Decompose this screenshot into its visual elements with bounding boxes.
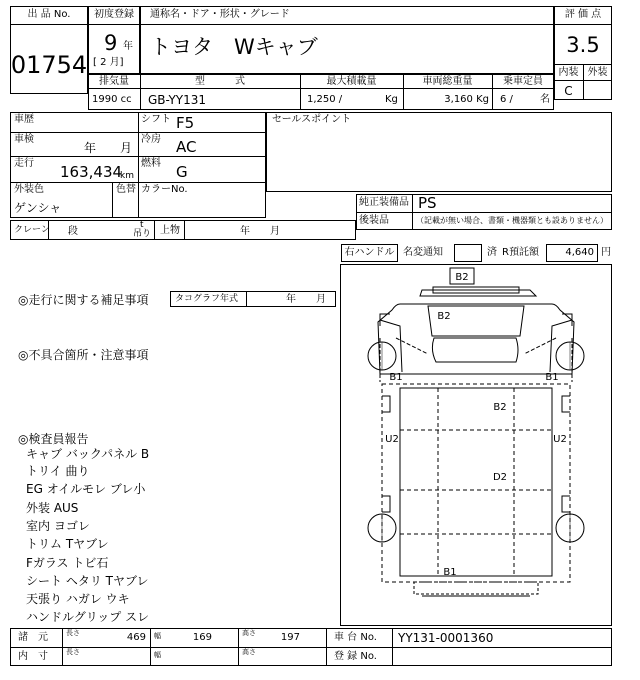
dims-label: 諸 元 [18, 632, 48, 643]
exterior-color: ゲンシャ [14, 201, 62, 215]
upper-label: 上物 [160, 225, 180, 236]
recycle-unit: 円 [601, 247, 611, 258]
damage-mark: B1 [545, 372, 559, 383]
crane-ton: t [140, 220, 144, 230]
fuel-label: 燃料 [141, 158, 161, 169]
lot-number: 01754 [10, 51, 88, 79]
mileage-label: 走行 [14, 158, 34, 169]
car-name-label: 通称名・ドア・形状・グレード [150, 9, 290, 20]
max-load-unit: Kg [385, 94, 398, 105]
damage-mark: U2 [385, 434, 399, 445]
gross-weight-label: 車両総重量 [422, 76, 473, 87]
damage-mark: B1 [443, 567, 457, 578]
car-name: トヨタ Wキャブ [150, 35, 318, 59]
tachograph-label: タコグラフ年式 [175, 294, 239, 304]
list-item: ハンドルグリップ スレ [26, 610, 150, 624]
reg-year-unit: 年 [123, 41, 133, 52]
list-item: トリイ 曲り [26, 464, 90, 478]
ac: AC [176, 138, 197, 156]
inspection-label: 車検 [14, 134, 34, 145]
name-change-label: 名変通知 [403, 247, 443, 258]
shift: F5 [176, 114, 195, 132]
crane-stage: 段 [68, 226, 78, 237]
shift-label: シフト [141, 114, 171, 125]
width: 169 [192, 632, 212, 643]
list-item: 外装 AUS [26, 501, 79, 515]
right-hand: 右ハンドル [344, 247, 395, 258]
gross-weight: 3,160 Kg [444, 94, 489, 105]
inspection-value: 年 月 [84, 141, 133, 155]
damage-mark: B2 [493, 402, 507, 413]
list-item: キャブ バックパネル B [26, 447, 150, 461]
upper-value: 年 月 [240, 226, 280, 237]
max-load: 1,250 / [307, 94, 343, 105]
capacity: 6 / [500, 94, 513, 105]
lot-label: 出 品 No. [27, 9, 71, 20]
genuine-equipment: PS [418, 194, 437, 212]
max-load-label: 最大積載量 [326, 76, 377, 87]
width-label: 幅 [154, 632, 161, 640]
defects-label: ◎不具合箇所・注意事項 [18, 348, 149, 362]
height-label: 高さ [242, 629, 256, 637]
length: 469 [126, 632, 146, 643]
list-item: 室内 ヨゴレ [26, 519, 90, 533]
grade-label: 評 価 点 [564, 9, 602, 20]
first-reg-label: 初度登録 [94, 9, 134, 20]
model: GB-YY131 [148, 93, 207, 107]
ac-label: 冷房 [141, 134, 161, 145]
name-change-field [454, 244, 482, 262]
color-no-label: カラーNo. [141, 184, 188, 195]
height: 197 [280, 632, 300, 643]
damage-mark: U2 [553, 434, 567, 445]
recycle-label: R預託額 [502, 247, 539, 258]
exterior-label: 外装 [587, 67, 608, 78]
list-item: シート ヘタリ Tヤブレ [26, 574, 149, 588]
list-item: トリム Tヤブレ [26, 537, 109, 551]
damage-mark: D2 [492, 472, 508, 483]
interior-label: 内装 [558, 67, 579, 78]
aftermarket-label: 後装品 [359, 215, 389, 226]
crane-label: クレーン [14, 225, 50, 235]
aftermarket-note: （記載が無い場合、書類・機器類とも設ありません） [416, 216, 608, 225]
chassis-label: 車 台 No. [334, 632, 377, 643]
inner-width-label: 幅 [154, 651, 161, 659]
exterior-color-label: 外装色 [14, 184, 44, 195]
genuine-label: 純正装備品 [359, 197, 409, 208]
displacement-label: 排気量 [99, 76, 129, 87]
tachograph-value: 年 月 [286, 294, 326, 305]
list-item: Fガラス トビ石 [26, 556, 109, 570]
list-item: 天張り ハガレ ウキ [26, 592, 130, 606]
mileage: 163,434 [60, 163, 123, 181]
inner-length-label: 長さ [66, 648, 80, 656]
interior-grade: C [564, 84, 573, 98]
inner-height-label: 高さ [242, 648, 256, 656]
mileage-unit: km [120, 171, 134, 181]
crane-box [10, 220, 356, 240]
sales-points-label: セールスポイント [272, 114, 352, 125]
reg-year: 9 [104, 31, 118, 55]
recycle-mark: 済 [487, 247, 497, 258]
recycle-amount: 4,640 [565, 247, 594, 258]
crane-hang: 吊り [133, 229, 152, 239]
capacity-unit: 名 [540, 94, 550, 105]
damage-mark: B1 [389, 372, 403, 383]
inspector-report-label: ◎検査員報告 [18, 432, 89, 446]
length-label: 長さ [66, 629, 80, 637]
damage-mark: B2 [437, 311, 451, 322]
overall-grade: 3.5 [566, 33, 600, 57]
damage-mark: B2 [455, 272, 469, 283]
history-label: 車歴 [14, 114, 34, 125]
vehicle-damage-diagram [340, 264, 612, 626]
list-item: EG オイルモレ ブレ小 [26, 482, 146, 496]
chassis-number: YY131-0001360 [398, 631, 494, 645]
displacement: 1990 cc [92, 94, 132, 105]
capacity-label: 乗車定員 [503, 76, 543, 87]
registration-label: 登 録 No. [334, 651, 377, 662]
fuel: G [176, 163, 188, 181]
reg-month: [ 2 月] [93, 57, 124, 68]
inner-dims-label: 内 寸 [18, 651, 48, 662]
driving-notes-label: ◎走行に関する補足事項 [18, 293, 149, 307]
color-change-label: 色替 [116, 184, 136, 195]
model-label: 型 式 [195, 76, 245, 87]
